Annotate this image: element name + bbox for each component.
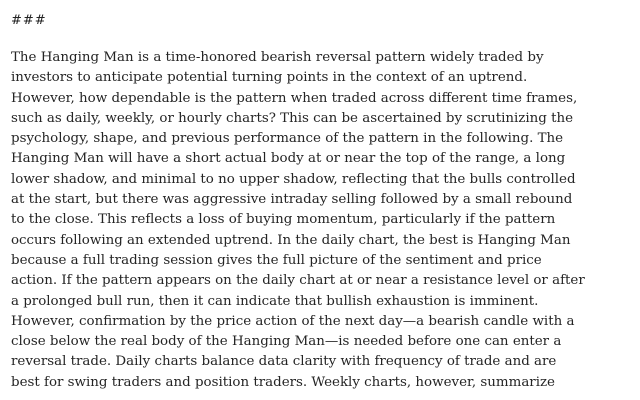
paragraph-line: Hanging Man will have a short actual body at or near the top of the range, a long xyxy=(11,151,566,167)
paragraph-line: occurs following an extended uptrend. In the daily chart, the best is Hanging Man xyxy=(11,232,571,248)
article-body xyxy=(11,11,585,393)
paragraph xyxy=(11,48,585,393)
paragraph-line: to the close. This reflects a loss of buying momentum, particularly if the pattern xyxy=(11,212,556,228)
paragraph-line: such as daily, weekly, or hourly charts? This can be ascertained by scrutinizing the xyxy=(11,110,574,126)
paragraph-line: The Hanging Man is a time-honored bearish reversal pattern widely traded by xyxy=(11,50,544,65)
paragraph-line: best for swing traders and position traders. Weekly charts, however, summarize xyxy=(11,374,555,390)
paragraph-line: because a full trading session gives the full picture of the sentiment and price xyxy=(11,252,542,268)
paragraph-line: psychology, shape, and previous performance of the pattern in the following. The xyxy=(11,131,564,147)
paragraph-line: However, how dependable is the pattern when traded across different time frames, xyxy=(11,90,578,106)
paragraph-line: lower shadow, and minimal to no upper shadow, reflecting that the bulls controlled xyxy=(11,171,576,187)
paragraph-line: However, confirmation by the price action of the next day—a bearish candle with a xyxy=(11,313,575,329)
paragraph-line: at the start, but there was aggressive intraday selling followed by a small rebound xyxy=(11,192,573,208)
paragraph-line: action. If the pattern appears on the daily chart at or near a resistance level or after xyxy=(11,273,585,289)
paragraph-line: reversal trade. Daily charts balance data clarity with frequency of trade and are xyxy=(11,354,557,370)
paragraph-line: a prolonged bull run, then it can indicate that bullish exhaustion is imminent. xyxy=(11,293,539,309)
paragraph-line: investors to anticipate potential turning points in the context of an uptrend. xyxy=(11,70,528,86)
section-marker: ### xyxy=(11,13,47,28)
paragraph-line: close below the real body of the Hanging Man—is needed before one can enter a xyxy=(11,334,562,350)
